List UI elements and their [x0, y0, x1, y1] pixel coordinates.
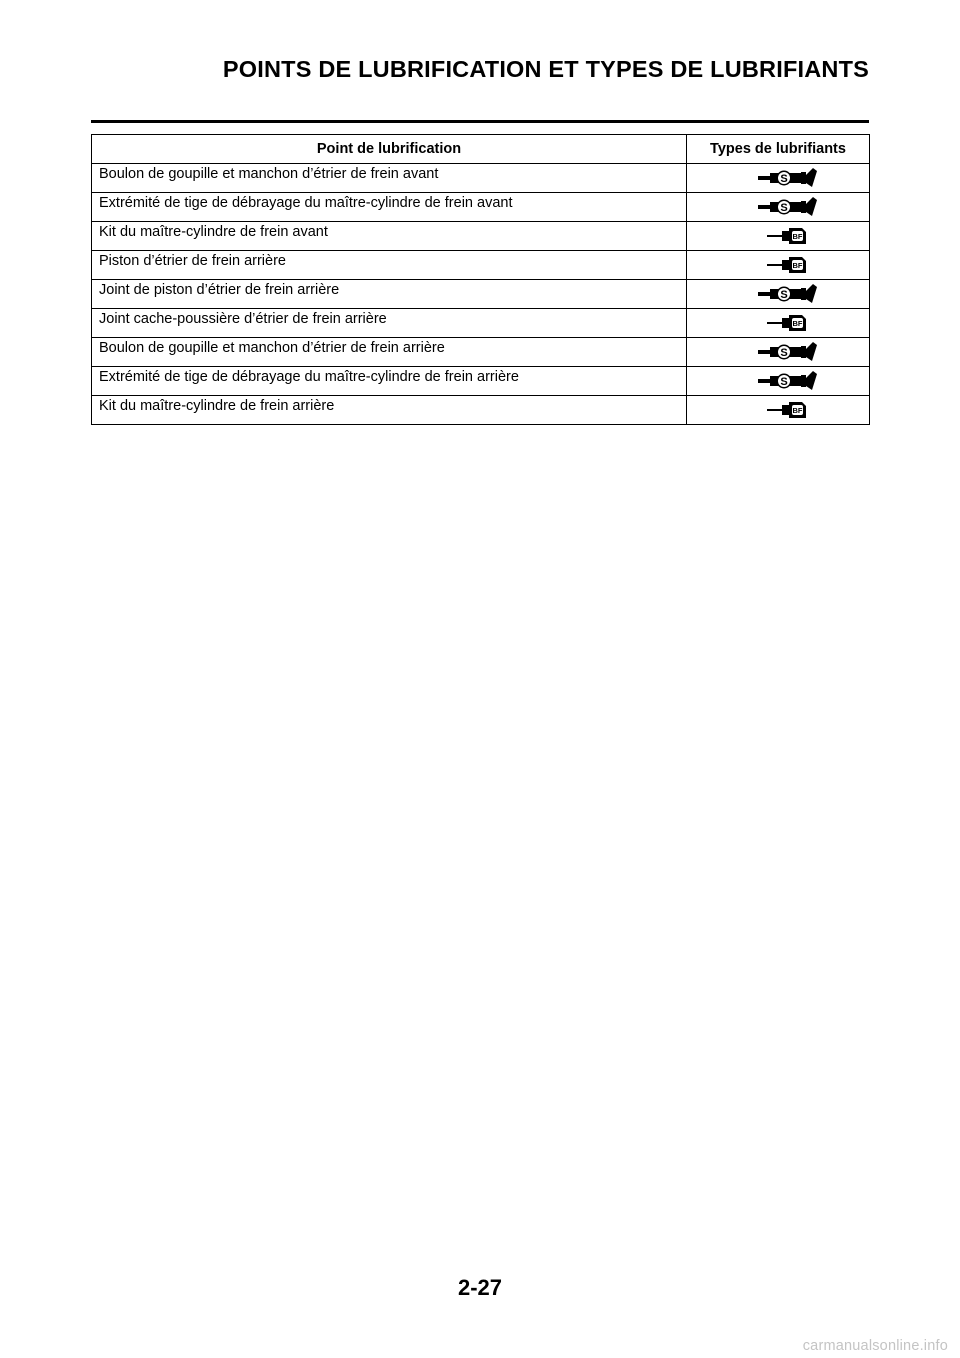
lubrication-point-cell: Joint cache-poussière d’étrier de frein arrière	[92, 309, 687, 338]
svg-text:S: S	[780, 376, 788, 388]
svg-text:S: S	[780, 347, 788, 359]
page-title: POINTS DE LUBRIFICATION ET TYPES DE LUBRIFIANTS	[222, 56, 869, 82]
lubrication-point-cell: Piston d’étrier de frein arrière	[92, 251, 687, 280]
table-header-row	[92, 135, 870, 164]
silicone-grease-icon	[757, 170, 819, 186]
lubricant-type-cell	[687, 251, 870, 280]
watermark: carmanualsonline.info	[802, 1338, 948, 1354]
lubrication-table	[91, 134, 870, 425]
lubricant-type-cell	[687, 367, 870, 396]
brake-fluid-icon	[766, 228, 810, 244]
svg-text:S: S	[780, 202, 788, 214]
table-row	[92, 338, 870, 367]
lubricant-type-cell	[687, 280, 870, 309]
table-row	[92, 367, 870, 396]
lubrication-point-cell: Joint de piston d’étrier de frein arrière	[92, 280, 687, 309]
lubricant-type-cell	[687, 222, 870, 251]
table-row	[92, 251, 870, 280]
lubrication-point-cell: Extrémité de tige de débrayage du maître-cylindre de frein avant	[92, 193, 687, 222]
svg-text:S: S	[780, 289, 788, 301]
brake-fluid-icon	[766, 402, 810, 418]
lubricant-type-cell	[687, 193, 870, 222]
brake-fluid-icon	[766, 315, 810, 331]
silicone-grease-icon	[757, 373, 819, 389]
lubricant-type-cell	[687, 164, 870, 193]
silicone-grease-icon	[757, 199, 819, 215]
svg-text:BF: BF	[792, 261, 803, 270]
lubricant-type-cell	[687, 309, 870, 338]
lubricant-type-cell	[687, 396, 870, 425]
page-number: 2-27	[457, 1275, 503, 1300]
lubricant-type-cell	[687, 338, 870, 367]
silicone-grease-icon	[757, 344, 819, 360]
lubrication-point-cell: Kit du maître-cylindre de frein avant	[92, 222, 687, 251]
silicone-grease-icon	[757, 286, 819, 302]
table-row	[92, 222, 870, 251]
column-header-lubrication-point: Point de lubrification	[92, 135, 687, 164]
lubrication-point-cell: Boulon de goupille et manchon d’étrier de frein avant	[92, 164, 687, 193]
table-row	[92, 396, 870, 425]
lubrication-point-cell: Kit du maître-cylindre de frein arrière	[92, 396, 687, 425]
svg-text:BF: BF	[792, 319, 803, 328]
table-row	[92, 164, 870, 193]
svg-text:BF: BF	[792, 406, 803, 415]
table-row	[92, 309, 870, 338]
title-rule	[91, 120, 869, 123]
column-header-lubricant-type: Types de lubrifiants	[687, 135, 870, 164]
lubrication-point-cell: Boulon de goupille et manchon d’étrier de frein arrière	[92, 338, 687, 367]
table-row	[92, 193, 870, 222]
lubrication-point-cell: Extrémité de tige de débrayage du maître-cylindre de frein arrière	[92, 367, 687, 396]
table-row	[92, 280, 870, 309]
svg-text:S: S	[780, 173, 788, 185]
brake-fluid-icon	[766, 257, 810, 273]
svg-text:BF: BF	[792, 232, 803, 241]
